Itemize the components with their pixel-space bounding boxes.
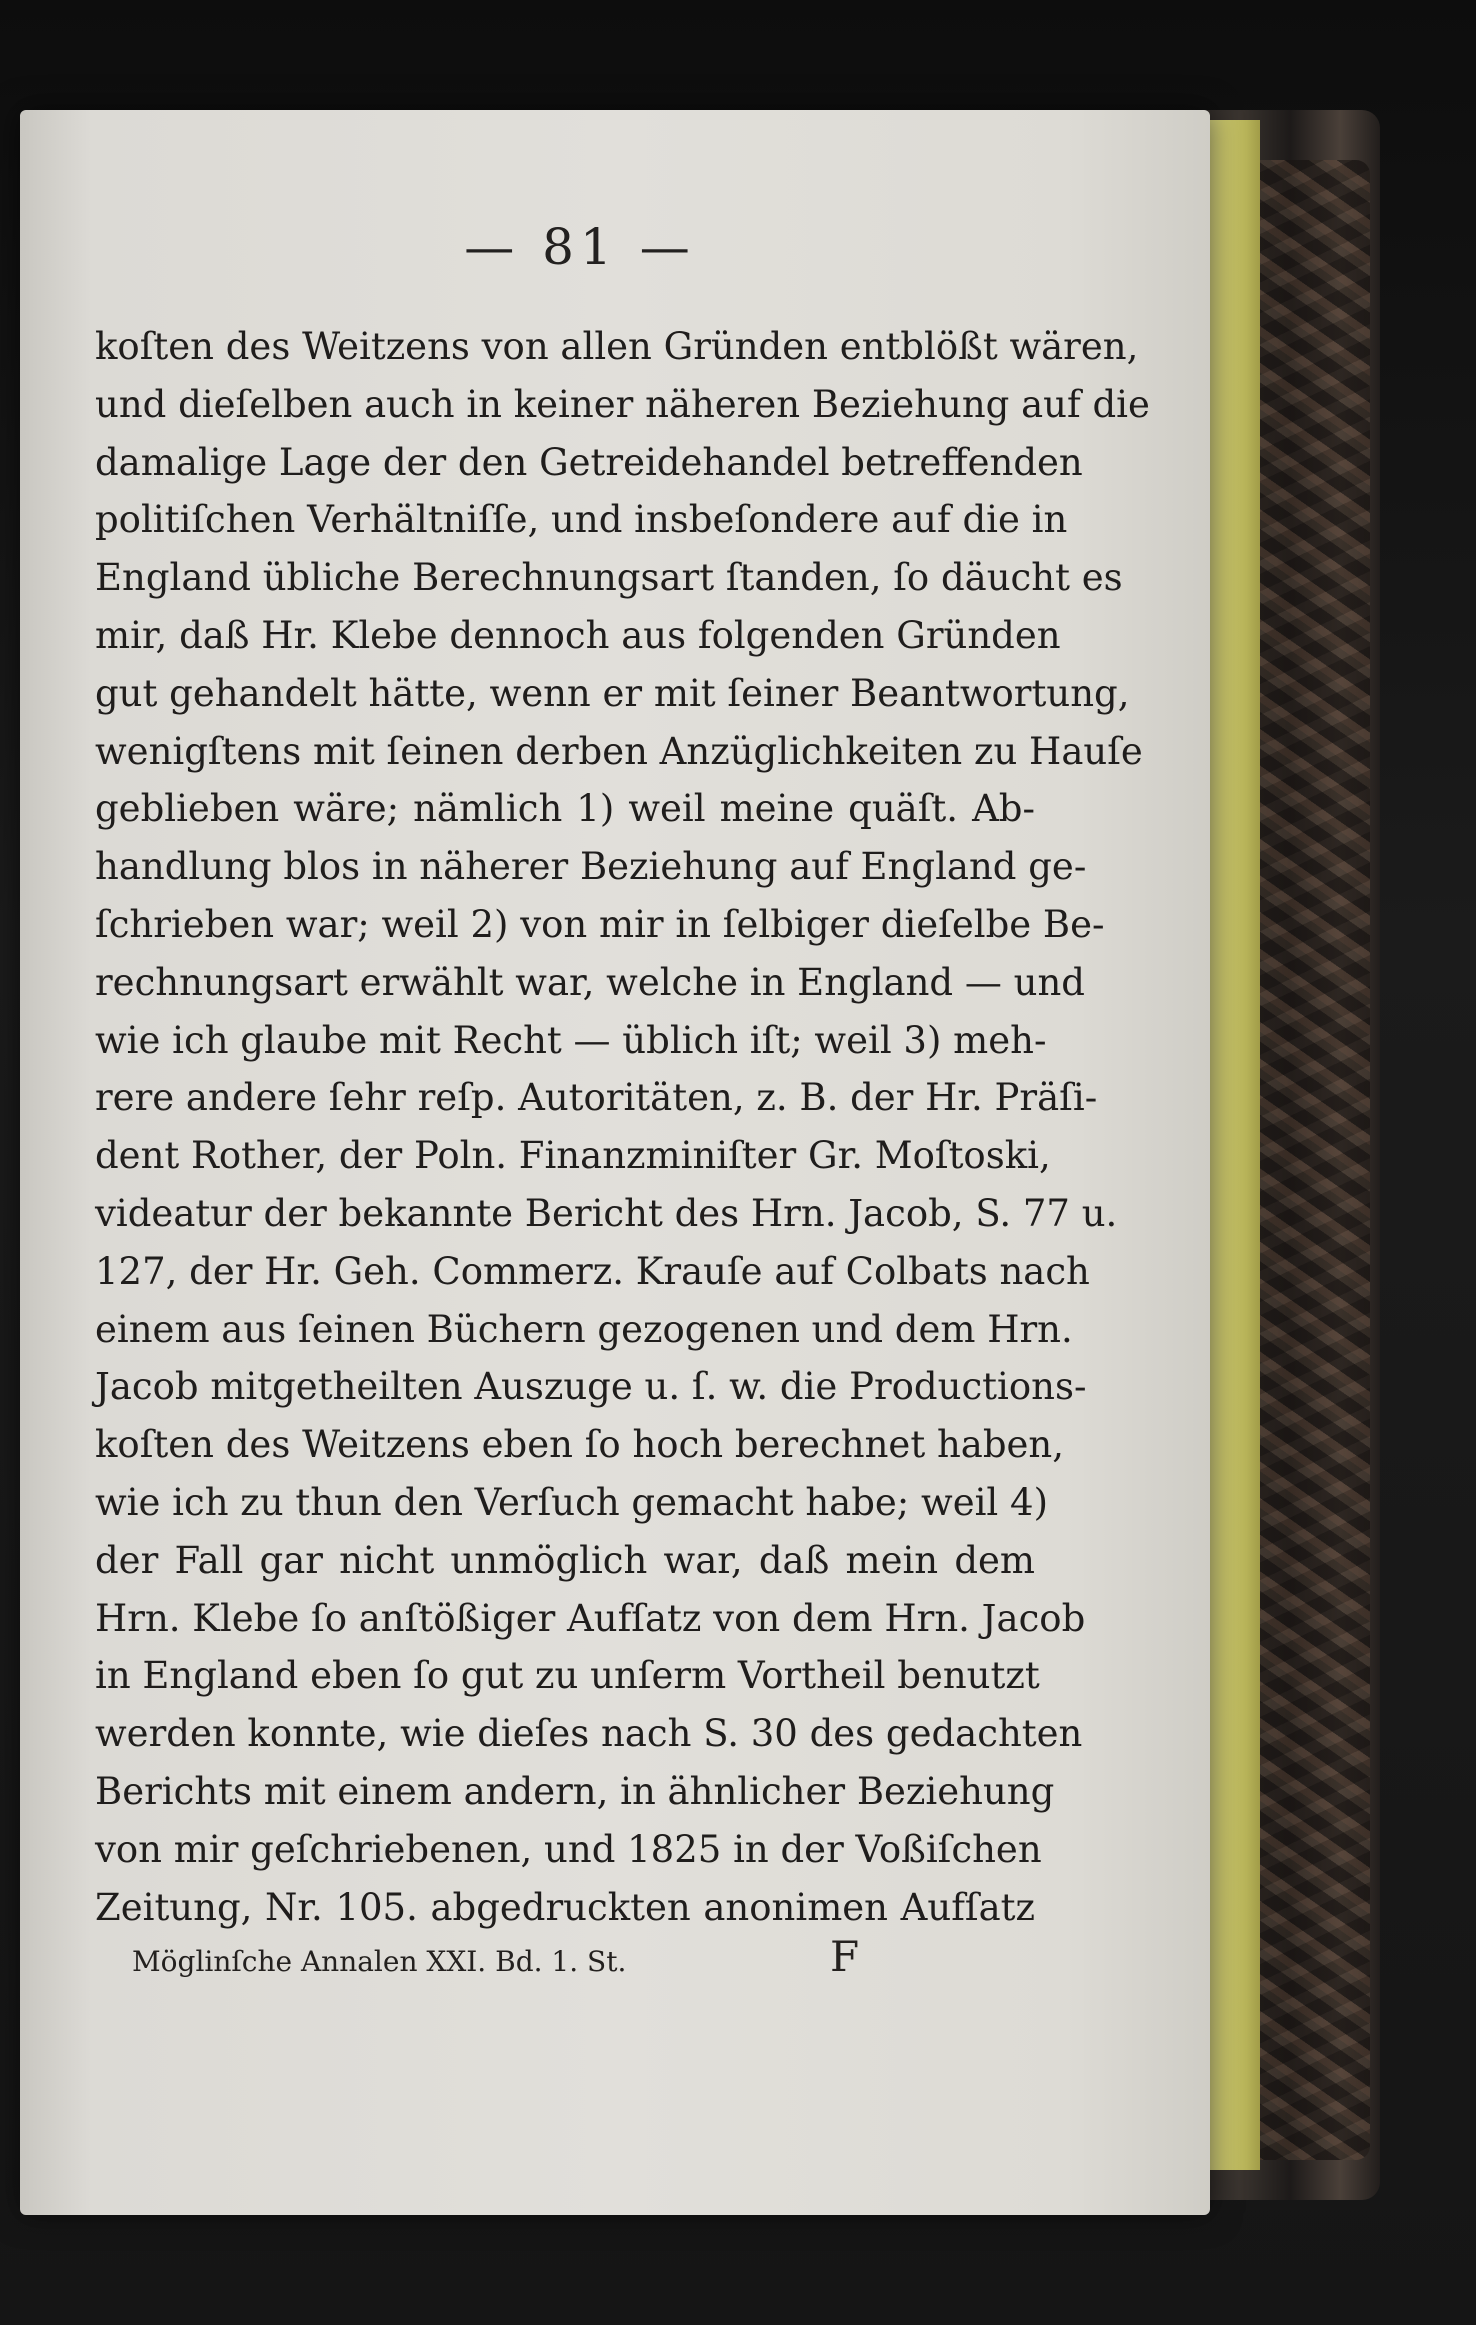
text-line: handlung blos in näherer Beziehung auf England ge-	[95, 845, 1087, 889]
text-line: rere andere ſehr reſp. Autoritäten, z. B. der Hr. Präſi-	[95, 1076, 1098, 1120]
page-number: — 81 —	[464, 218, 696, 276]
text-line: wenigſtens mit ſeinen derben Anzüglichkeiten zu Hauſe	[95, 729, 1143, 773]
text-line: rechnungsart erwählt war, welche in England — und	[95, 960, 1085, 1004]
text-line: damalige Lage der den Getreidehandel betreffenden	[95, 440, 1083, 484]
text-line: der Fall gar nicht unmöglich war, daß mein dem	[95, 1538, 1035, 1582]
text-line: wie ich glaube mit Recht — üblich iſt; weil 3) meh-	[95, 1018, 1047, 1062]
text-line: werden konnte, wie dieſes nach S. 30 des gedachten	[95, 1712, 1083, 1756]
text-line: dent Rother, der Poln. Finanzminiſter Gr. Moſtoski,	[95, 1134, 1051, 1178]
text-line: ſchrieben war; weil 2) von mir in ſelbiger dieſelbe Be-	[95, 902, 1105, 946]
text-line: und dieſelben auch in keiner näheren Beziehung auf die	[95, 382, 1150, 426]
text-line: koſten des Weitzens eben ſo hoch berechnet haben,	[95, 1423, 1065, 1467]
printer-signature: Möglinſche Annalen XXI. Bd. 1. St.	[132, 1945, 627, 1978]
text-line: Berichts mit einem andern, in ähnlicher Beziehung	[95, 1769, 1055, 1813]
text-line: Hrn. Klebe ſo anſtößiger Aufſatz von dem Hrn. Jacob	[95, 1596, 1086, 1640]
text-line: videatur der bekannte Bericht des Hrn. Jacob, S. 77 u.	[95, 1191, 1118, 1235]
text-line: in England eben ſo gut zu unſerm Vortheil benutzt	[95, 1654, 1040, 1698]
signature-mark: F	[830, 1932, 860, 1981]
text-line: gut gehandelt hätte, wenn er mit ſeiner Beantwortung,	[95, 671, 1130, 715]
text-line: England übliche Berechnungsart ſtanden, ſo däucht es	[95, 556, 1123, 600]
text-line: koſten des Weitzens von allen Gründen entblößt wären,	[95, 325, 1139, 368]
text-line: von mir geſchriebenen, und 1825 in der Voßiſchen	[95, 1827, 1042, 1871]
text-line: wie ich zu thun den Verſuch gemacht habe; weil 4)	[95, 1480, 1049, 1524]
marbled-cover-pattern	[1250, 160, 1370, 2160]
text-line: politiſchen Verhältniſſe, und insbeſondere auf die in	[95, 498, 1068, 542]
text-line: Jacob mitgetheilten Auszuge u. ſ. w. die Productions-	[95, 1365, 1087, 1409]
body-text	[95, 318, 1150, 1936]
text-line: einem aus ſeinen Büchern gezogenen und dem Hrn.	[95, 1307, 1073, 1351]
text-line: Zeitung, Nr. 105. abgedruckten anonimen Aufſatz	[95, 1885, 1035, 1929]
text-line: mir, daß Hr. Klebe dennoch aus folgenden Gründen	[95, 613, 1061, 657]
text-line: geblieben wäre; nämlich 1) weil meine quäſt. Ab-	[95, 787, 1035, 831]
text-line: 127, der Hr. Geh. Commerz. Krauſe auf Colbats nach	[95, 1249, 1090, 1293]
